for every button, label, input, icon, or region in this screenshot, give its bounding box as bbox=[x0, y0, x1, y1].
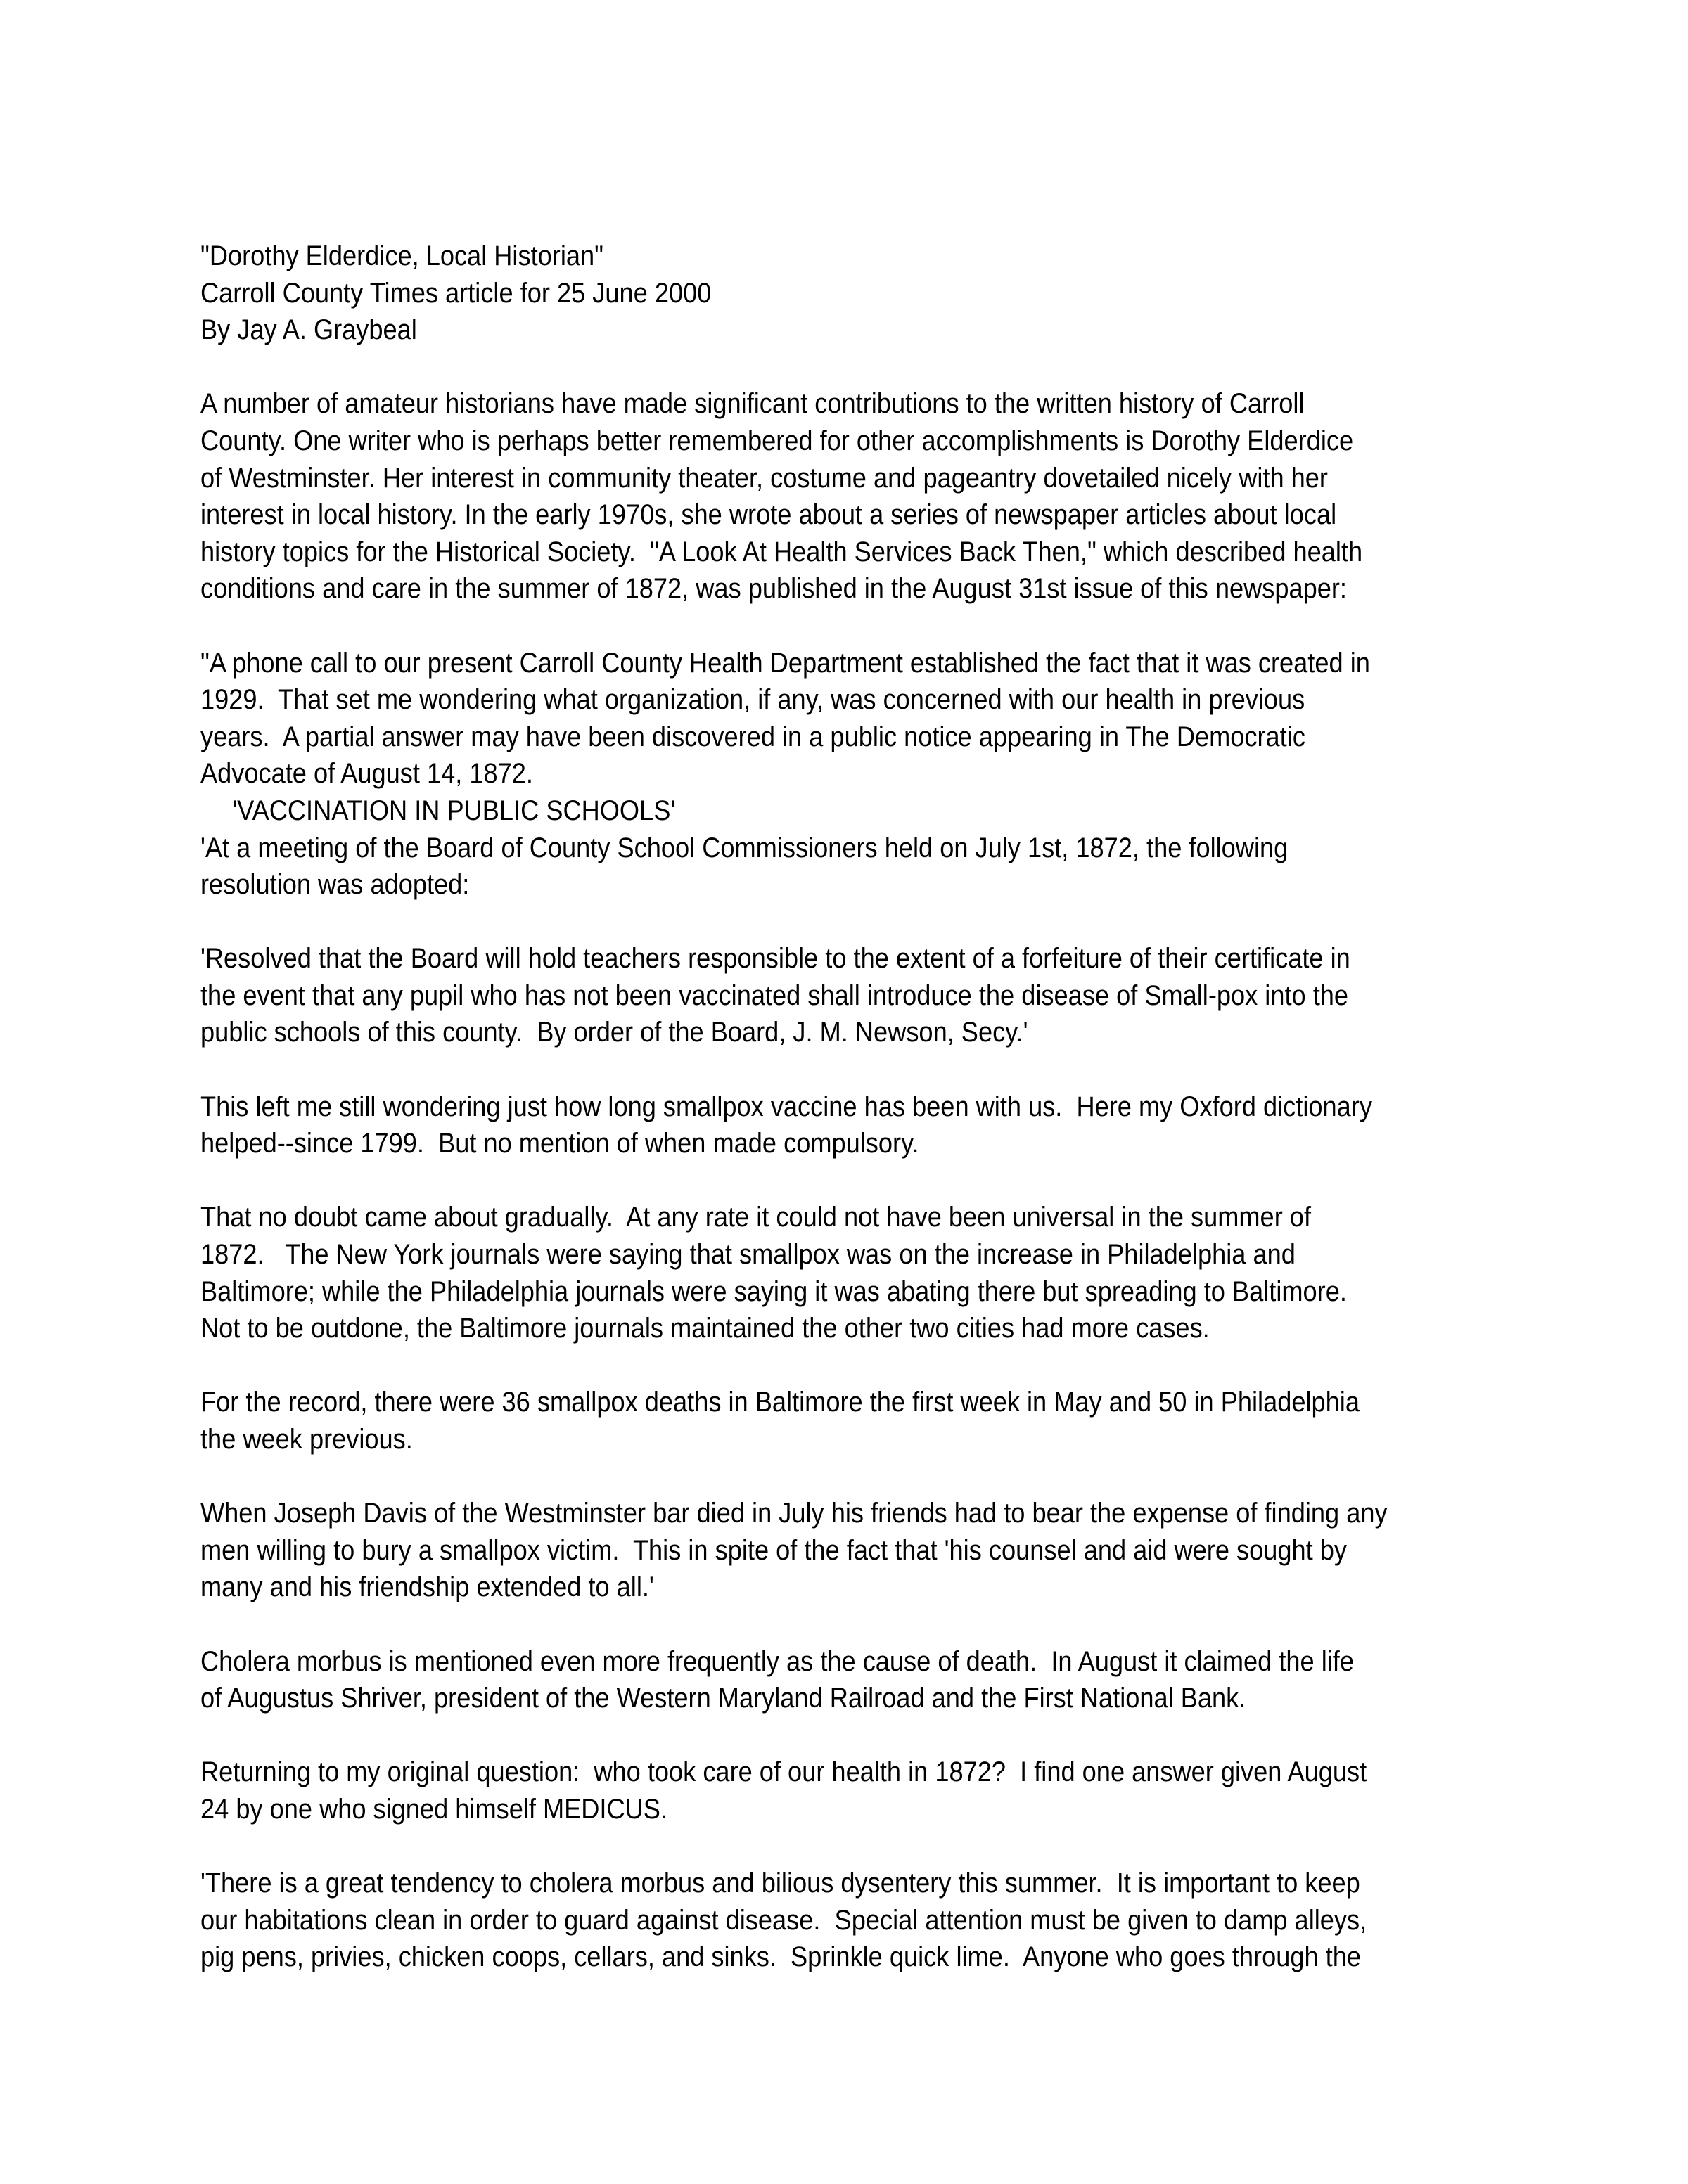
text-line: Cholera morbus is mentioned even more frequently as the cause of death. In August it claimed the life bbox=[200, 1645, 1354, 1677]
text-line: When Joseph Davis of the Westminster bar died in July his friends had to bear the expense of finding any bbox=[200, 1498, 1388, 1529]
text-line: resolution was adopted: bbox=[200, 869, 470, 901]
article-header bbox=[200, 238, 1473, 349]
text-line: pig pens, privies, chicken coops, cellars, and sinks. Sprinkle quick lime. Anyone who goes through the bbox=[200, 1941, 1361, 1973]
text-line: For the record, there were 36 smallpox deaths in Baltimore the first week in May and 50 in Philadelphia bbox=[200, 1387, 1360, 1418]
text-line: many and his friendship extended to all.' bbox=[200, 1572, 654, 1603]
text-line: history topics for the Historical Society. "A Look At Health Services Back Then," which described health bbox=[200, 536, 1363, 567]
paragraph-spacer bbox=[200, 1828, 1473, 1865]
paragraph-spacer bbox=[200, 1458, 1473, 1496]
paragraph-resolution bbox=[200, 940, 1473, 1051]
paragraph-returning bbox=[200, 1754, 1473, 1828]
paragraph-spacer bbox=[200, 608, 1473, 645]
paragraph-vaccine-history bbox=[200, 1088, 1473, 1162]
byline: By Jay A. Graybeal bbox=[200, 314, 417, 346]
text-line: 1872. The New York journals were saying that smallpox was on the increase in Philadelphia and bbox=[200, 1239, 1296, 1271]
text-line: 'At a meeting of the Board of County School Commissioners held on July 1st, 1872, the following bbox=[200, 832, 1289, 863]
paragraph-joseph-davis bbox=[200, 1495, 1473, 1606]
paragraph-spacer bbox=[200, 1717, 1473, 1754]
text-line: the week previous. bbox=[200, 1424, 413, 1455]
text-line: public schools of this county. By order of the Board, J. M. Newson, Secy.' bbox=[200, 1017, 1028, 1048]
paragraph-spacer bbox=[200, 349, 1473, 386]
text-line: 24 by one who signed himself MEDICUS. bbox=[200, 1793, 667, 1825]
paragraph-intro bbox=[200, 385, 1473, 608]
text-line: County. One writer who is perhaps better remembered for other accomplishments is Dorothy Elderdice bbox=[200, 425, 1354, 456]
text-line: conditions and care in the summer of 1872, was published in the August 31st issue of this newspaper: bbox=[200, 573, 1347, 605]
text-line: Baltimore; while the Philadelphia journals were saying it was abating there but spreading to Baltimore. bbox=[200, 1276, 1347, 1307]
paragraph-spacer bbox=[200, 1606, 1473, 1643]
text-line: Returning to my original question: who took care of our health in 1872? I find one answer given August bbox=[200, 1756, 1367, 1788]
text-line: This left me still wondering just how long smallpox vaccine has been with us. Here my Oxford dictionary bbox=[200, 1091, 1372, 1122]
paragraph-spacer bbox=[200, 1162, 1473, 1200]
text-line: "A phone call to our present Carroll County Health Department established the fact that it was created in bbox=[200, 647, 1370, 679]
text-line: years. A partial answer may have been discovered in a public notice appearing in The Democratic bbox=[200, 721, 1305, 752]
paragraph-spacer bbox=[200, 904, 1473, 941]
text-line: 1929. That set me wondering what organization, if any, was concerned with our health in previous bbox=[200, 684, 1305, 716]
text-line: our habitations clean in order to guard against disease. Special attention must be given to damp alleys, bbox=[200, 1904, 1367, 1936]
article-body bbox=[200, 238, 1473, 1976]
publication-line: Carroll County Times article for 25 June 2000 bbox=[200, 277, 712, 309]
text-line: Advocate of August 14, 1872. bbox=[200, 758, 533, 790]
text-line: Not to be outdone, the Baltimore journals maintained the other two cities had more cases. bbox=[200, 1313, 1210, 1344]
paragraph-medicus-quote bbox=[200, 1865, 1473, 1976]
paragraph-death-record bbox=[200, 1384, 1473, 1458]
text-line: interest in local history. In the early 1970s, she wrote about a series of newspaper articles about local bbox=[200, 499, 1337, 531]
paragraph-spacer bbox=[200, 1347, 1473, 1385]
text-line: 'There is a great tendency to cholera morbus and bilious dysentery this summer. It is important to keep bbox=[200, 1868, 1360, 1899]
text-line: helped--since 1799. But no mention of when made compulsory. bbox=[200, 1128, 919, 1160]
text-line: A number of amateur historians have made significant contributions to the written history of Carroll bbox=[200, 388, 1305, 420]
text-line: 'Resolved that the Board will hold teachers responsible to the extent of a forfeiture of their certificate in bbox=[200, 943, 1350, 975]
text-line: of Augustus Shriver, president of the Western Maryland Railroad and the First National Bank. bbox=[200, 1683, 1246, 1714]
text-line: That no doubt came about gradually. At any rate it could not have been universal in the summer of bbox=[200, 1202, 1311, 1233]
paragraph-smallpox-spread bbox=[200, 1199, 1473, 1347]
article-title: "Dorothy Elderdice, Local Historian" bbox=[200, 240, 603, 271]
paragraph-quote-opening bbox=[200, 645, 1473, 904]
text-line: of Westminster. Her interest in community theater, costume and pageantry dovetailed nicely with her bbox=[200, 462, 1328, 494]
paragraph-cholera bbox=[200, 1643, 1473, 1717]
notice-heading: 'VACCINATION IN PUBLIC SCHOOLS' bbox=[232, 795, 676, 826]
paragraph-spacer bbox=[200, 1051, 1473, 1088]
text-line: the event that any pupil who has not been vaccinated shall introduce the disease of Small-pox into the bbox=[200, 979, 1349, 1011]
text-line: men willing to bury a smallpox victim. This in spite of the fact that 'his counsel and aid were sought by bbox=[200, 1534, 1348, 1566]
